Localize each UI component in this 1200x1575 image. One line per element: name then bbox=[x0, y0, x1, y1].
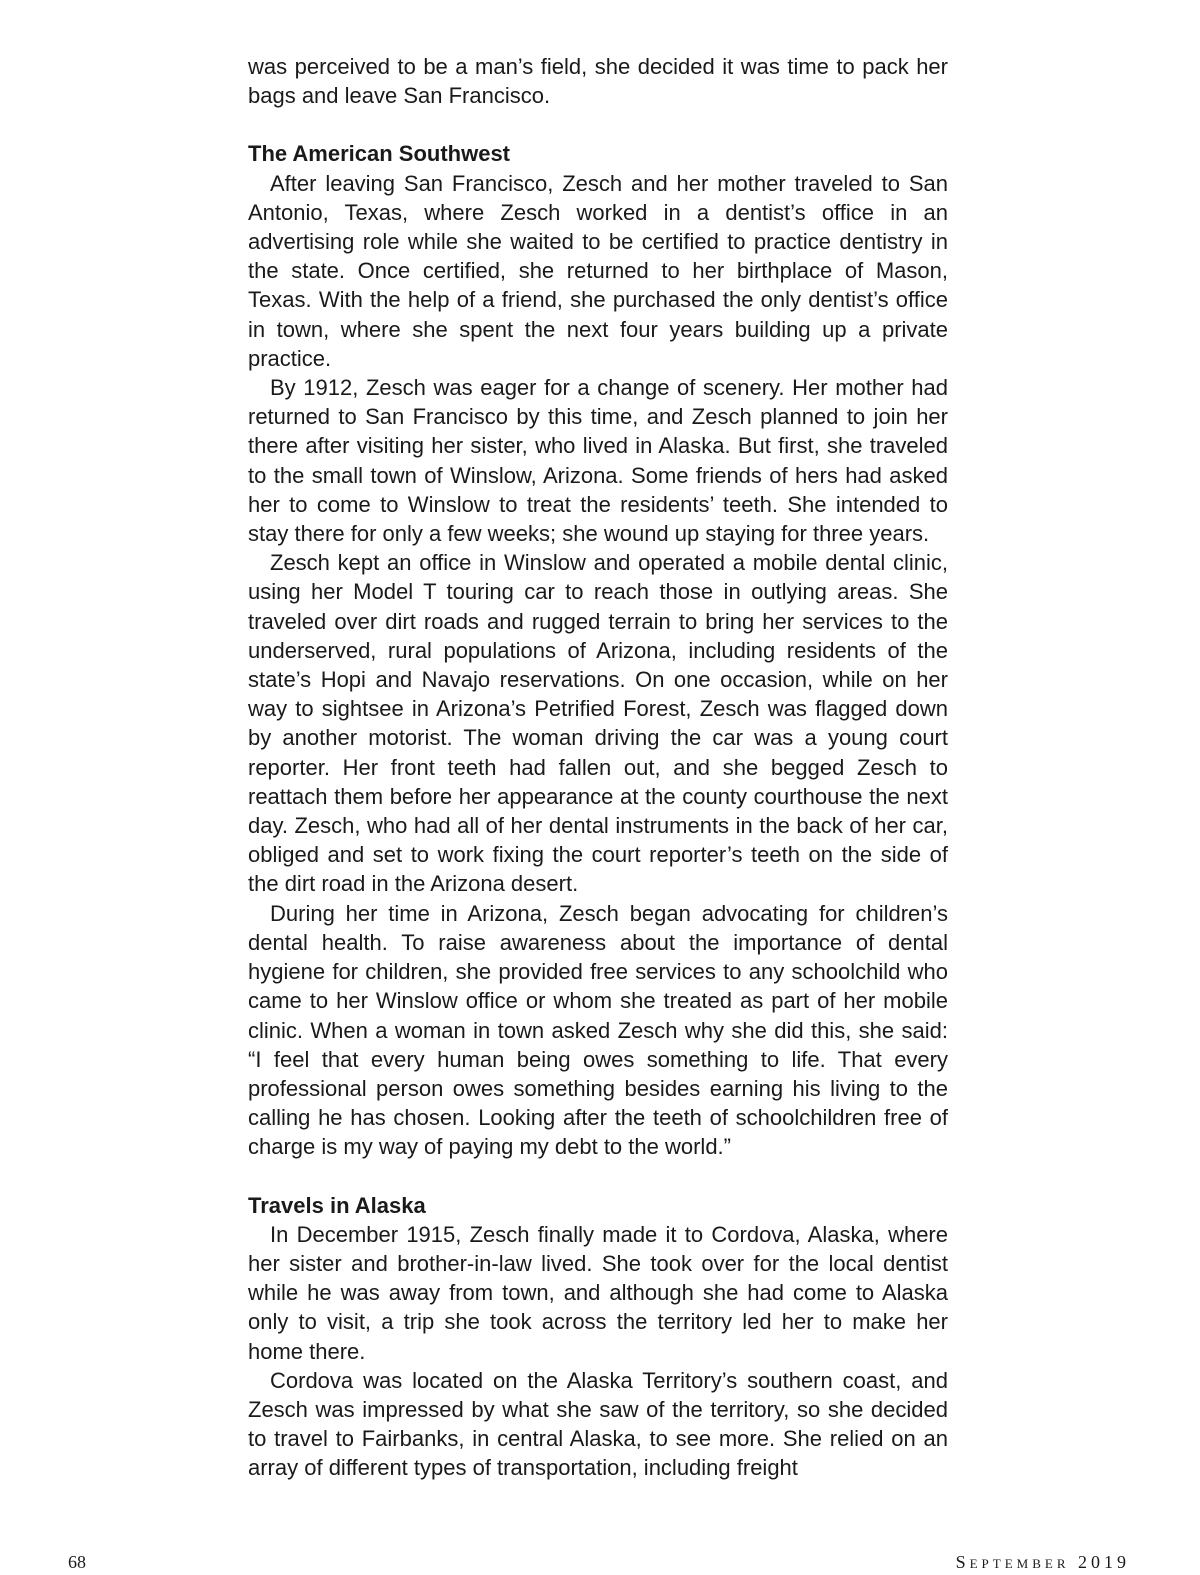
paragraph: During her time in Arizona, Zesch began advocating for children’s dental health. To raise awareness about the importance of dental hygiene for children, she provided free services to any schoolchild who came to her Winslow office or whom she treated as part of her mobile clinic. When a woman in town asked Zesch why she did this, she said: “I feel that every human being owes something to life. That every professional person owes something besides earning his living to the calling he has chosen. Looking after the teeth of schoolchildren free of charge is my way of paying my debt to the world.” bbox=[248, 900, 948, 1160]
paragraph: After leaving San Francisco, Zesch and her mother traveled to San Antonio, Texas, where Zesch worked in a dentist’s office in an advertising role while she waited to be certified to practice dentistry in the state. Once certified, she returned to her birthplace of Mason, Texas. With the help of a friend, she purchased the only dentist’s office in town, where she spent the next four years building up a private practice. bbox=[248, 170, 948, 371]
paragraph: Cordova was located on the Alaska Territory’s southern coast, and Zesch was impressed by what she saw of the territory, so she decided to travel to Fairbanks, in central Alaska, to see more. She relied on an array of different types of transportation, including freight bbox=[248, 1367, 948, 1481]
paragraph: By 1912, Zesch was eager for a change of scenery. Her mother had returned to San Francisco by this time, and Zesch planned to join her there after visiting her sister, who lived in Alaska. But first, she traveled to the small town of Winslow, Arizona. Some friends of hers had asked her to come to Winslow to treat the residents’ teeth. She intended to stay there for only a few weeks; she wound up staying for three years. bbox=[248, 375, 948, 547]
section-heading-travels-in-alaska: Travels in Alaska bbox=[248, 1192, 426, 1218]
section-heading-american-southwest: The American Southwest bbox=[248, 141, 511, 167]
paragraph: Zesch kept an office in Winslow and operated a mobile dental clinic, using her Model T touring car to reach those in outlying areas. She traveled over dirt roads and rugged terrain to bring her services to the underserved, rural populations of Arizona, including residents of the state’s Hopi and Navajo reservations. On one occasion, while on her way to sightsee in Arizona’s Petrified Forest, Zesch was flagged down by another motorist. The woman driving the car was a young court reporter. Her front teeth had fallen out, and she begged Zesch to reattach them before her appearance at the county courthouse the next day. Zesch, who had all of her dental instruments in the back of her car, obliged and set to work fixing the court reporter’s teeth on the side of the dirt road in the Arizona desert. bbox=[248, 550, 948, 897]
article-body bbox=[248, 52, 948, 1483]
paragraph: In December 1915, Zesch finally made it to Cordova, Alaska, where her sister and brother-in-law lived. She took over for the local dentist while he was away from town, and although she had come to Alaska only to visit, a trip she took across the territory led her to make her home there. bbox=[248, 1221, 948, 1364]
page-number: 68 bbox=[68, 1552, 86, 1572]
paragraph-continued: was perceived to be a man’s field, she decided it was time to pack her bags and leave San Francisco. bbox=[248, 54, 948, 109]
issue-date: September 2019 bbox=[955, 1552, 1130, 1572]
